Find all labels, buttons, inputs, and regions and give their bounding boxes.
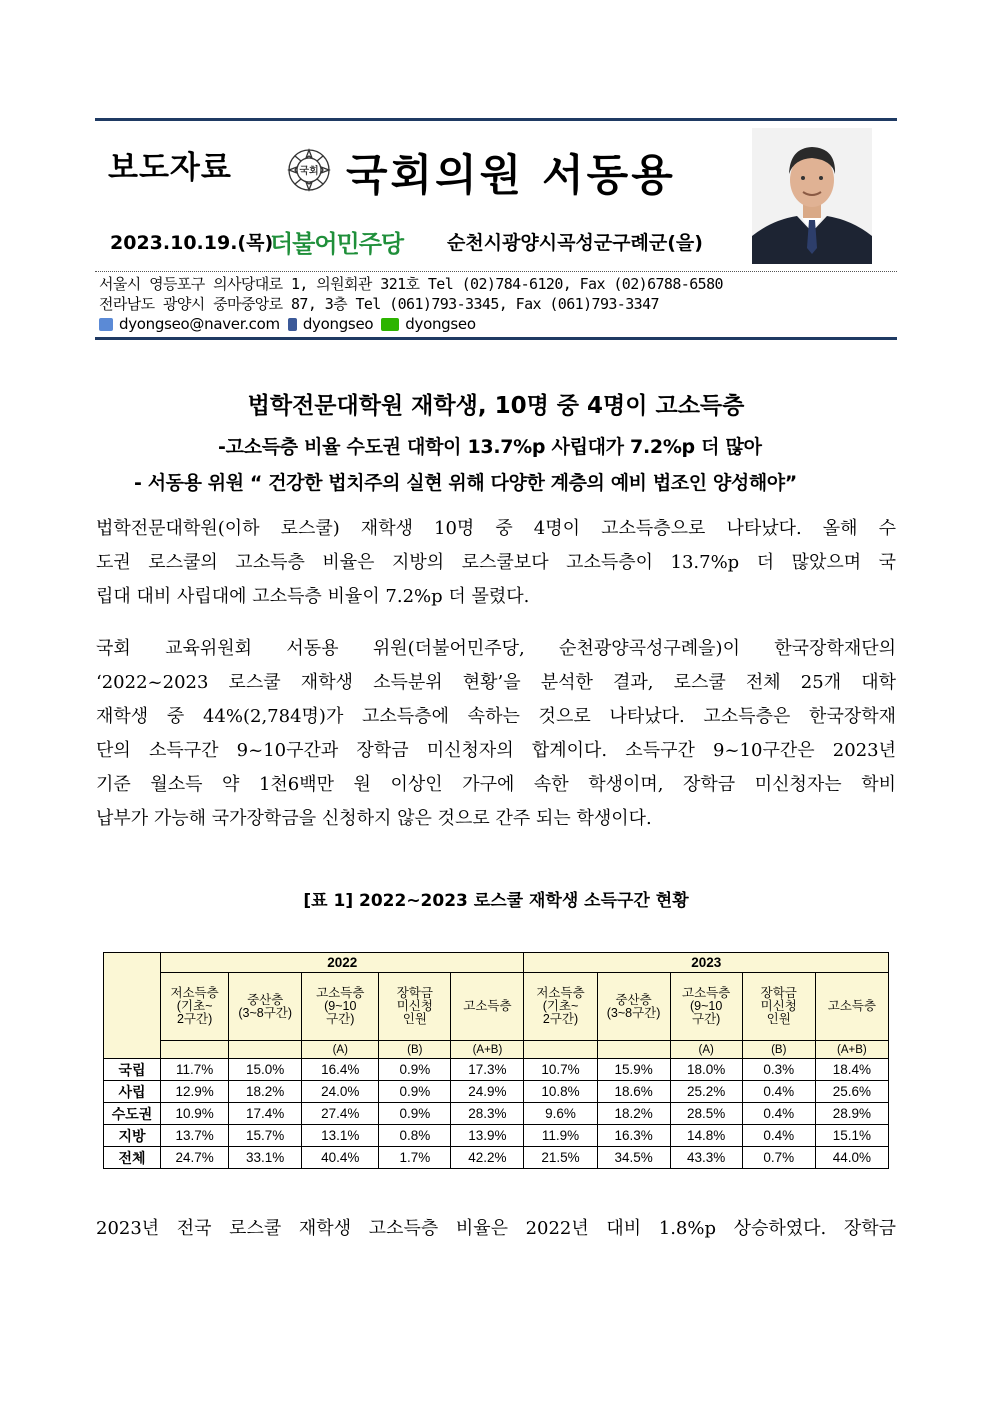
column-subheader — [229, 1041, 302, 1059]
column-subheader: (A+B) — [451, 1041, 524, 1059]
column-header: 중산층 (3~8구간) — [597, 973, 670, 1041]
paragraph-2-line: 국회 교육위원회 서동용 위원(더불어민주당, 순천광양곡성구례을)이 한국장학재단의 — [96, 638, 896, 659]
row-label: 지방 — [104, 1125, 161, 1147]
table-cell: 27.4% — [302, 1103, 379, 1125]
table-cell: 0.9% — [379, 1059, 451, 1081]
table-row — [104, 1059, 889, 1081]
table-cell: 33.1% — [229, 1147, 302, 1169]
emblem-text: 국회 — [299, 166, 319, 177]
header-top-rule — [95, 118, 897, 121]
headline-subtitle-1: -고소득층 비율 수도권 대학이 13.7%p 사립대가 7.2%p 더 많아 — [218, 436, 762, 458]
column-header: 저소득층 (기초~ 2구간) — [524, 973, 597, 1041]
paragraph-2-line: 납부가 가능해 국가장학금을 신청하지 않은 것으로 간주 되는 학생이다. — [96, 808, 652, 829]
table-cell: 11.9% — [524, 1125, 597, 1147]
table-cell: 40.4% — [302, 1147, 379, 1169]
table-cell: 17.4% — [229, 1103, 302, 1125]
table-cell: 9.6% — [524, 1103, 597, 1125]
table-cell: 24.9% — [451, 1081, 524, 1103]
paragraph-2-line: 단의 소득구간 9~10구간과 장학금 미신청자의 합계이다. 소득구간 9~10구간은 2023년 — [96, 740, 896, 761]
column-subheader: (A+B) — [815, 1041, 888, 1059]
table-cell: 28.5% — [670, 1103, 742, 1125]
paragraph-2-line: ‘2022~2023 로스쿨 재학생 소득분위 현황’을 분석한 결과, 로스쿨 전체 25개 대학 — [96, 672, 896, 693]
party-logo: 더불어민주당 — [270, 230, 404, 258]
header-dotted-rule — [95, 271, 897, 272]
table-cell: 0.8% — [379, 1125, 451, 1147]
blog-icon — [381, 318, 399, 331]
table-cell: 44.0% — [815, 1147, 888, 1169]
table-cell: 28.9% — [815, 1103, 888, 1125]
table-cell: 11.7% — [161, 1059, 229, 1081]
column-subheader — [597, 1041, 670, 1059]
column-subheader: (B) — [742, 1041, 815, 1059]
table-cell: 17.3% — [451, 1059, 524, 1081]
table-cell: 10.8% — [524, 1081, 597, 1103]
table-cell: 18.0% — [670, 1059, 742, 1081]
table-cell: 25.6% — [815, 1081, 888, 1103]
table-cell: 0.9% — [379, 1103, 451, 1125]
table-cell: 24.0% — [302, 1081, 379, 1103]
table-cell: 21.5% — [524, 1147, 597, 1169]
table-cell: 0.4% — [742, 1103, 815, 1125]
member-name-title: 국회의원 서동용 — [346, 151, 676, 201]
email-icon — [99, 318, 113, 331]
table-row — [104, 1147, 889, 1169]
column-header: 고소득층 — [451, 973, 524, 1041]
table-cell: 15.1% — [815, 1125, 888, 1147]
table-cell: 15.0% — [229, 1059, 302, 1081]
year-header-2022: 2022 — [161, 953, 524, 973]
table-cell: 13.7% — [161, 1125, 229, 1147]
gwangyang-office-contact: 전라남도 광양시 중마중앙로 87, 3층 Tel (061)793-3345, Fax (061)793-3347 — [99, 295, 659, 313]
table-cell: 15.9% — [597, 1059, 670, 1081]
headline-title: 법학전문대학원 재학생, 10명 중 4명이 고소득층 — [247, 393, 745, 419]
table-cell: 0.7% — [742, 1147, 815, 1169]
column-subheader — [161, 1041, 229, 1059]
row-label: 사립 — [104, 1081, 161, 1103]
paragraph-2-line: 기준 월소득 약 1천6백만 원 이상인 가구에 속한 학생이며, 장학금 미신청자는 학비 — [96, 774, 896, 795]
table-cell: 24.7% — [161, 1147, 229, 1169]
column-header: 장학금 미신청 인원 — [379, 973, 451, 1041]
row-label: 국립 — [104, 1059, 161, 1081]
headline-subtitle-2: - 서동용 위원 “ 건강한 법치주의 실현 위해 다양한 계층의 예비 법조인 양성해야” — [134, 472, 797, 494]
row-label: 전체 — [104, 1147, 161, 1169]
table-caption: [표 1] 2022~2023 로스쿨 재학생 소득구간 현황 — [303, 891, 689, 911]
table-row — [104, 1081, 889, 1103]
column-subheader: (B) — [379, 1041, 451, 1059]
table-cell: 18.2% — [229, 1081, 302, 1103]
income-bracket-table — [103, 952, 889, 1169]
table-cell: 0.3% — [742, 1059, 815, 1081]
column-subheader — [524, 1041, 597, 1059]
table-cell: 16.4% — [302, 1059, 379, 1081]
email-address[interactable]: dyongseo@naver.com — [119, 315, 280, 333]
release-date: 2023.10.19.(목) — [110, 232, 274, 254]
table-cell: 14.8% — [670, 1125, 742, 1147]
column-header: 고소득층 (9~10 구간) — [302, 973, 379, 1041]
table-cell: 18.6% — [597, 1081, 670, 1103]
table-cell: 0.9% — [379, 1081, 451, 1103]
table-cell: 10.7% — [524, 1059, 597, 1081]
column-header: 고소득층 (9~10 구간) — [670, 973, 742, 1041]
row-label: 수도권 — [104, 1103, 161, 1125]
table-cell: 43.3% — [670, 1147, 742, 1169]
column-header: 중산층 (3~8구간) — [229, 973, 302, 1041]
table-cell: 0.4% — [742, 1081, 815, 1103]
table-corner-cell — [104, 953, 161, 1059]
table-cell: 34.5% — [597, 1147, 670, 1169]
column-subheader: (A) — [670, 1041, 742, 1059]
header-bottom-rule — [95, 337, 897, 340]
blog-handle[interactable]: dyongseo — [405, 315, 476, 333]
table-cell: 28.3% — [451, 1103, 524, 1125]
table-row — [104, 1125, 889, 1147]
table-cell: 13.9% — [451, 1125, 524, 1147]
table-cell: 0.4% — [742, 1125, 815, 1147]
table-cell: 10.9% — [161, 1103, 229, 1125]
district-name: 순천시광양시곡성군구례군(을) — [447, 232, 703, 254]
table-cell: 42.2% — [451, 1147, 524, 1169]
column-header: 고소득층 — [815, 973, 888, 1041]
paragraph-2-line: 재학생 중 44%(2,784명)가 고소득층에 속하는 것으로 나타났다. 고소득층은 한국장학재 — [96, 706, 896, 727]
facebook-icon — [288, 318, 297, 331]
table-row — [104, 1103, 889, 1125]
paragraph-2 — [96, 632, 896, 836]
table-cell: 25.2% — [670, 1081, 742, 1103]
table-cell: 16.3% — [597, 1125, 670, 1147]
paragraph-1-line: 법학전문대학원(이하 로스쿨) 재학생 10명 중 4명이 고소득층으로 나타났다. 올해 수 — [96, 518, 896, 539]
table-cell: 13.1% — [302, 1125, 379, 1147]
national-assembly-emblem-icon — [287, 148, 331, 192]
column-header: 장학금 미신청 인원 — [742, 973, 815, 1041]
table-cell: 12.9% — [161, 1081, 229, 1103]
table-cell: 18.4% — [815, 1059, 888, 1081]
facebook-handle[interactable]: dyongseo — [302, 315, 374, 333]
paragraph-3: 2023년 전국 로스쿨 재학생 고소득층 비율은 2022년 대비 1.8%p 상승하였다. 장학금 — [96, 1218, 896, 1239]
table-cell: 18.2% — [597, 1103, 670, 1125]
table-cell: 15.7% — [229, 1125, 302, 1147]
member-portrait — [752, 128, 872, 264]
paragraph-1-line: 립대 대비 사립대에 고소득층 비율이 7.2%p 더 몰렸다. — [96, 586, 530, 607]
column-header: 저소득층 (기초~ 2구간) — [161, 973, 229, 1041]
year-header-2023: 2023 — [524, 953, 889, 973]
seoul-office-contact: 서울시 영등포구 의사당대로 1, 의원회관 321호 Tel (02)784-6120, Fax (02)6788-6580 — [99, 275, 723, 293]
table-cell: 1.7% — [379, 1147, 451, 1169]
paragraph-1 — [96, 512, 896, 614]
paragraph-1-line: 도권 로스쿨의 고소득층 비율은 지방의 로스쿨보다 고소득층이 13.7%p 더 많았으며 국 — [96, 552, 896, 573]
social-links — [99, 315, 476, 333]
press-release-label: 보도자료 — [108, 150, 232, 186]
column-subheader: (A) — [302, 1041, 379, 1059]
